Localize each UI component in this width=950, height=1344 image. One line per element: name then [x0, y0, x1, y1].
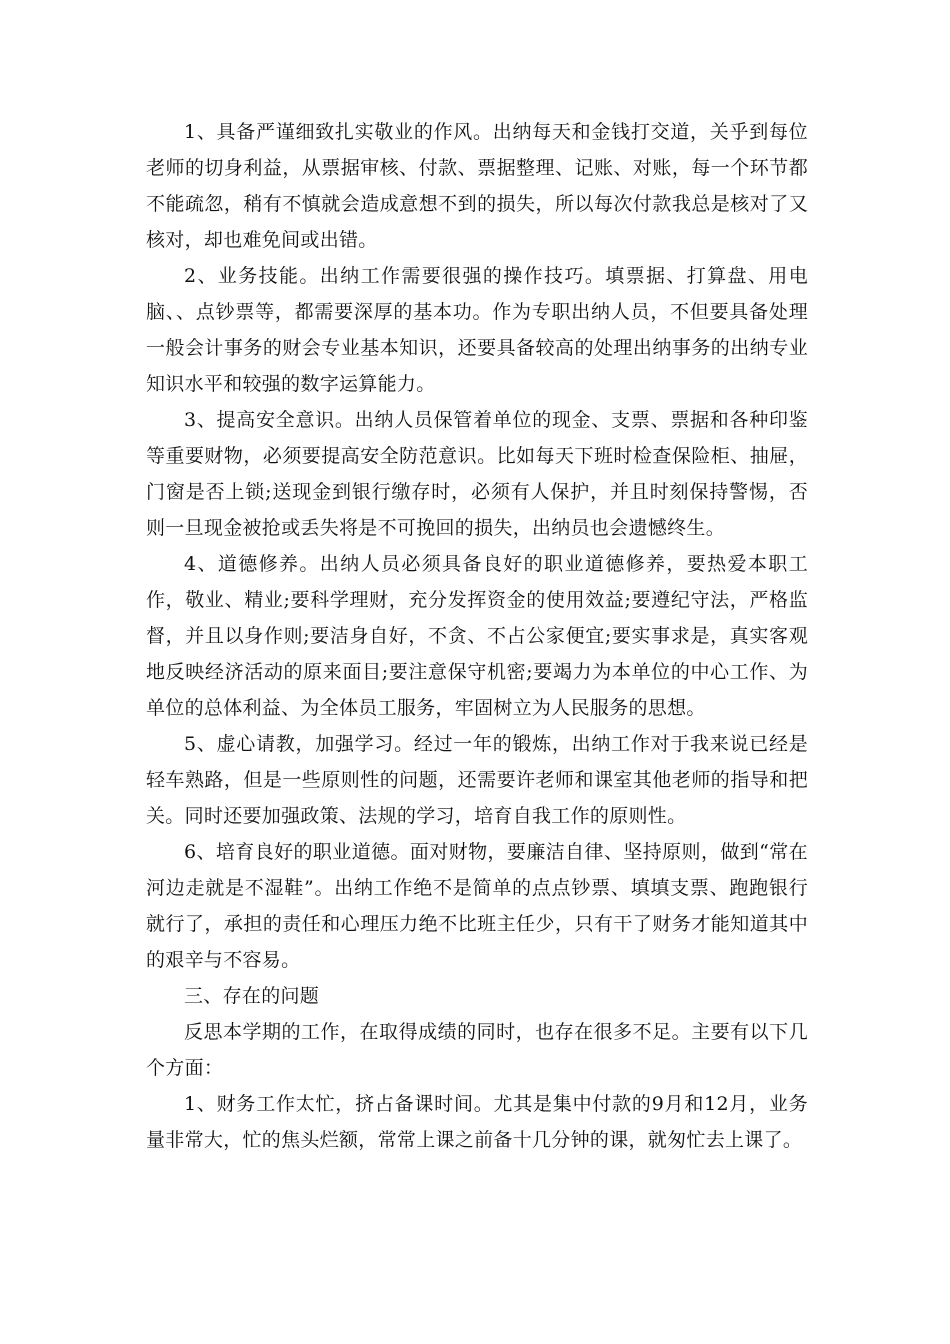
- paragraph-business-skills: 2、业务技能。出纳工作需要很强的操作技巧。填票据、打算盘、用电脑、、点钞票等，都需要深厚的基本功。作为专职出纳人员，不但要具备处理一般会计事务的财会专业基本知识，还要具备较高的处理出纳事务的出纳专业知识水平和较强的数字运算能力。: [146, 265, 808, 395]
- paragraph-safety-awareness: 3、提高安全意识。出纳人员保管着单位的现金、支票、票据和各种印鉴等重要财物，必须要提高安全防范意识。比如每天下班时检查保险柜、抽屉，门窗是否上锁;送现金到银行缴存时，必须有人保护，并且时刻保持警惕，否则一旦现金被抢或丢失将是不可挽回的损失，出纳员也会遗憾终生。: [146, 409, 808, 539]
- paragraph-problem-busy: 1、财务工作太忙，挤占备课时间。尤其是集中付款的9月和12月，业务量非常大，忙的焦头烂额，常常上课之前备十几分钟的课，就匆忙去上课了。: [146, 1093, 808, 1151]
- paragraph-quality-rigor: 1、具备严谨细致扎实敬业的作风。出纳每天和金钱打交道，关乎到每位老师的切身利益，从票据审核、付款、票据整理、记账、对账，每一个环节都不能疏忽，稍有不慎就会造成意想不到的损失，所以每次付款我总是核对了又核对，却也难免间或出错。: [146, 121, 808, 251]
- section-heading-problems: 三、存在的问题: [184, 985, 320, 1007]
- document-body: [146, 114, 808, 1158]
- paragraph-reflection: 反思本学期的工作，在取得成绩的同时，也存在很多不足。主要有以下几个方面：: [146, 1021, 808, 1079]
- paragraph-moral-cultivation: 4、道德修养。出纳人员必须具备良好的职业道德修养，要热爱本职工作，敬业、精业;要科学理财，充分发挥资金的使用效益;要遵纪守法，严格监督，并且以身作则;要洁身自好，不贪、不占公家便宜;要实事求是，真实客观地反映经济活动的原来面目;要注意保守机密;要竭力为本单位的中心工作、为单位的总体利益、为全体员工服务，牢固树立为人民服务的思想。: [146, 553, 808, 719]
- paragraph-professional-ethics: 6、培育良好的职业道德。面对财物，要廉洁自律、坚持原则，做到“常在河边走就是不湿鞋”。出纳工作绝不是简单的点点钞票、填填支票、跑跑银行就行了，承担的责任和心理压力绝不比班主任少，只有干了财务才能知道其中的艰辛与不容易。: [146, 841, 808, 971]
- paragraph-learning: 5、虚心请教，加强学习。经过一年的锻炼，出纳工作对于我来说已经是轻车熟路，但是一些原则性的问题，还需要许老师和课室其他老师的指导和把关。同时还要加强政策、法规的学习，培育自我工作的原则性。: [146, 733, 808, 827]
